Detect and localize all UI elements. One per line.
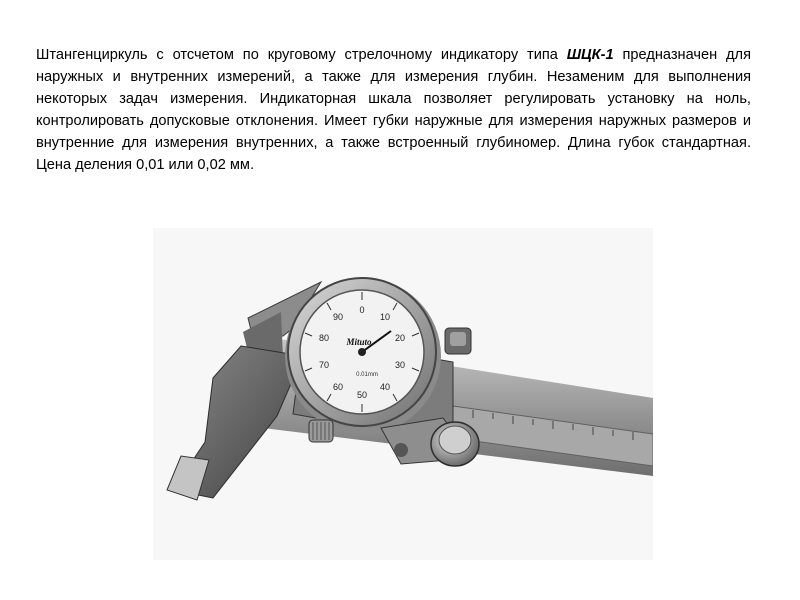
description-text-part2: предназначен для наружных и внутренних измерений, а также для измерения глубин. Незаменим для выполнения некоторых задач измерения. Индикаторная шкала позволяет регулировать установку на ноль, контролировать допусковые отклонения. Имеет губки наружные для измерения наружных размеров и внутренние для измерения внутренних, а также встроенный глубиномер. Длина губок стандартная. Цена деления 0,01 или 0,02 мм. [36, 47, 751, 173]
model-name: ШЦК-1 [566, 47, 614, 63]
description-text-part1: Штангенциркуль с отсчетом по круговому стрелочному индикатору типа [36, 47, 567, 63]
dial-number-40: 40 [379, 382, 391, 392]
dial-number-50: 50 [356, 390, 368, 400]
dial-number-90: 90 [332, 312, 344, 322]
dial-number-70: 70 [318, 360, 330, 370]
dial-number-10: 10 [379, 312, 391, 322]
slide-description [36, 44, 751, 176]
dial-number-80: 80 [318, 333, 330, 343]
dial-number-0: 0 [359, 305, 365, 315]
dial-number-60: 60 [332, 382, 344, 392]
dial-number-20: 20 [394, 333, 406, 343]
caliper-photo [153, 228, 653, 560]
dial-number-30: 30 [394, 360, 406, 370]
dial-brand: Mituto [346, 337, 372, 347]
dial-resolution: 0.01mm [356, 372, 378, 378]
